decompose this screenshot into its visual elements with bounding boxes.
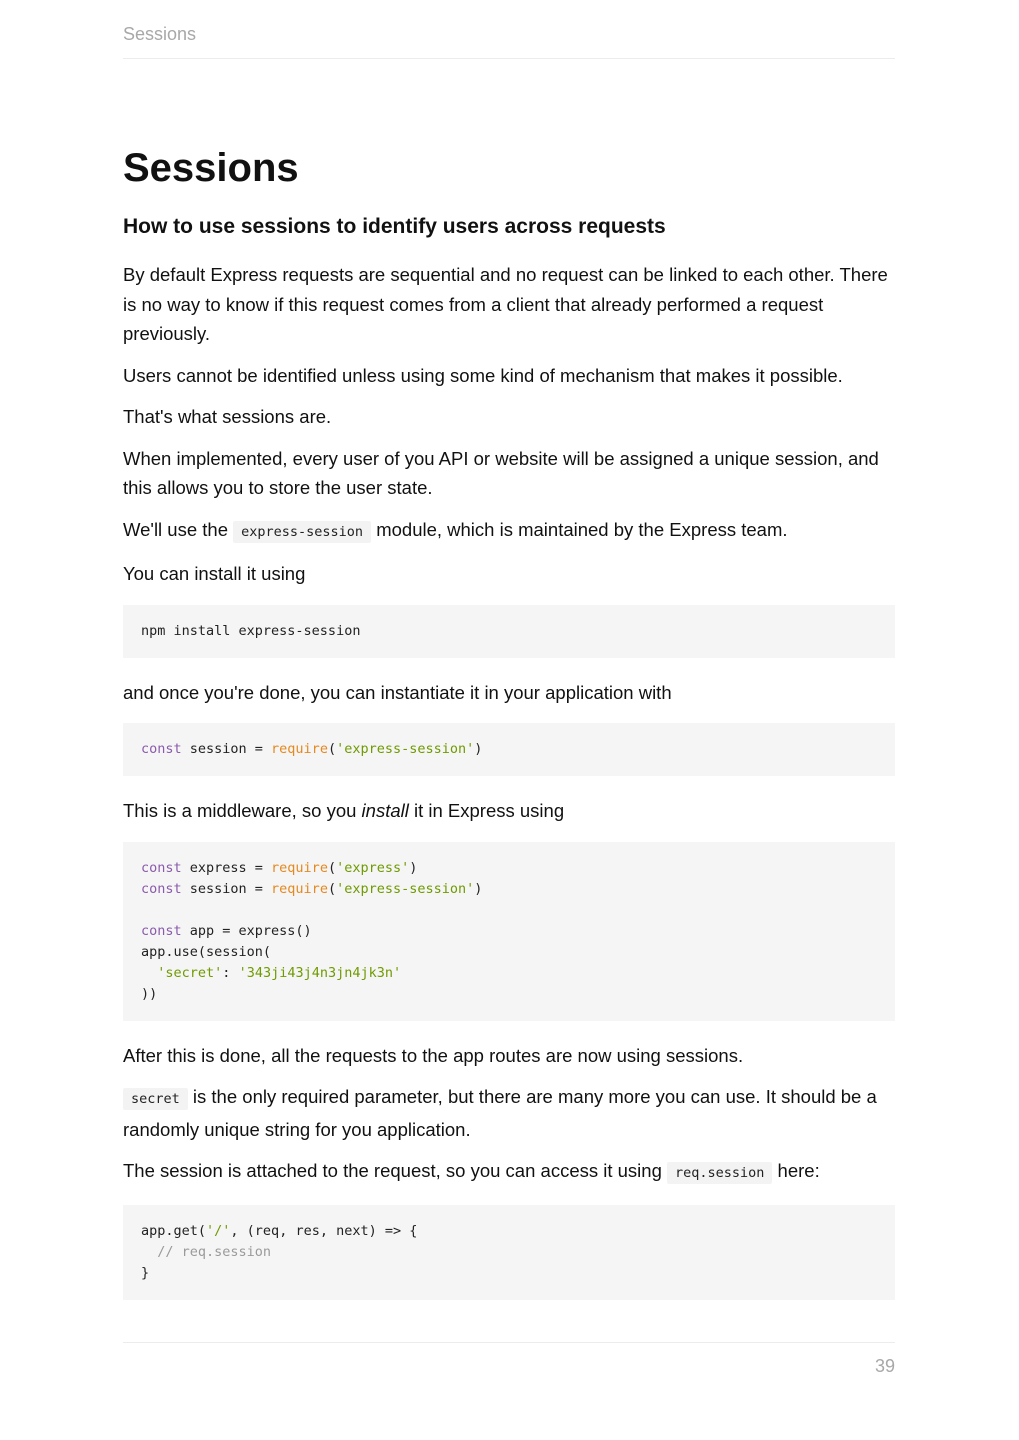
code-text: session =	[181, 880, 272, 897]
header-divider	[123, 58, 895, 59]
paragraph-implementation: When implemented, every user of you API or website will be assigned a unique session, and this allows you to store the user state.	[123, 447, 879, 498]
code-text: )	[474, 741, 483, 757]
code-text: app = express()	[181, 922, 312, 939]
code-function: require	[271, 741, 328, 757]
code-text: (	[327, 859, 337, 876]
code-line	[141, 921, 877, 942]
inline-code: secret	[123, 1088, 188, 1110]
main-content	[123, 140, 895, 1320]
code-text: :	[222, 964, 239, 981]
code-text: session =	[181, 741, 272, 757]
code-function: require	[271, 859, 328, 876]
inline-code: req.session	[667, 1162, 772, 1184]
paragraph-identification: Users cannot be identified unless using some kind of mechanism that makes it possible.	[123, 364, 843, 386]
code-keyword: const	[141, 859, 182, 876]
running-header: Sessions	[123, 24, 197, 44]
paragraph-module	[123, 515, 895, 548]
paragraph-secret	[123, 1082, 895, 1144]
code-block-route	[123, 1205, 895, 1300]
code-line	[141, 879, 877, 900]
code-block-install	[123, 605, 895, 658]
code-text: (	[327, 741, 337, 757]
code-function: require	[271, 880, 328, 897]
paragraph-middleware	[123, 796, 895, 826]
code-line: ))	[141, 985, 158, 1002]
text-segment: here:	[772, 1160, 820, 1181]
code-keyword: const	[141, 741, 182, 757]
paragraph-after-setup: After this is done, all the requests to the app routes are now using sessions.	[123, 1044, 744, 1066]
code-text: (	[327, 880, 337, 897]
text-segment: The session is attached to the request, so you can access it using	[123, 1160, 667, 1181]
code-string: 'secret'	[157, 964, 223, 981]
page-number: 39	[874, 1356, 895, 1376]
code-text: , (req, res, next) => {	[230, 1222, 418, 1239]
code-text: app.get(	[141, 1222, 207, 1239]
paragraph-install: You can install it using	[123, 563, 306, 584]
emphasis-text: install	[361, 800, 409, 821]
paragraph-intro: By default Express requests are sequential and no request can be linked to each other. There is no way to know if this request comes from a client that already performed a request previously.	[123, 264, 888, 344]
code-string: '343ji43j4n3jn4jk3n'	[238, 964, 402, 981]
code-line: npm install express-session	[141, 622, 361, 639]
code-text: )	[409, 859, 418, 876]
code-line	[141, 858, 877, 879]
text-segment: it in Express using	[408, 800, 565, 821]
code-line: app.use(session(	[141, 943, 272, 960]
paragraph-sessions: That's what sessions are.	[123, 406, 332, 427]
code-line	[141, 963, 877, 984]
code-string: 'express-session'	[336, 741, 475, 757]
code-block-express-setup	[123, 842, 895, 1021]
footer-divider	[123, 1342, 895, 1343]
code-string: 'express-session'	[336, 880, 475, 897]
code-comment: // req.session	[141, 1243, 272, 1260]
code-string: 'express'	[336, 859, 410, 876]
paragraph-instantiate: and once you're done, you can instantiate it in your application with	[123, 681, 672, 703]
code-indent	[141, 965, 157, 981]
code-line	[141, 1221, 877, 1242]
paragraph-req-session	[123, 1156, 895, 1189]
code-keyword: const	[141, 880, 182, 897]
code-text: )	[474, 880, 483, 897]
page-title: Sessions	[123, 146, 299, 190]
code-line: }	[141, 1264, 150, 1281]
text-segment: We'll use the	[123, 518, 234, 540]
code-text: express =	[181, 859, 272, 876]
code-string: '/'	[206, 1222, 231, 1239]
code-keyword: const	[141, 922, 182, 939]
text-segment: This is a middleware, so you	[123, 800, 362, 821]
inline-code: express-session	[233, 521, 371, 543]
code-blank-line	[141, 900, 877, 921]
text-segment: module, which is maintained by the Express team.	[371, 518, 788, 540]
text-segment: is the only required parameter, but there are many more you can use. It should be a randomly unique string for you application.	[123, 1086, 877, 1140]
code-block-require	[123, 723, 895, 776]
page-subtitle: How to use sessions to identify users across requests	[123, 215, 666, 238]
